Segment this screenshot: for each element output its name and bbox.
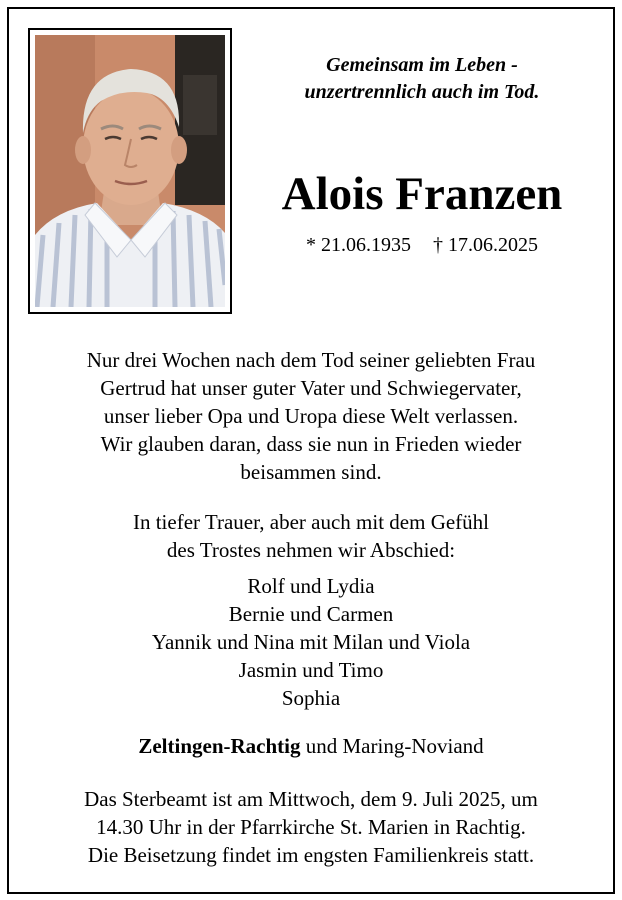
message-paragraph xyxy=(20,346,602,486)
motto-line: unzertrennlich auch im Tod. xyxy=(304,81,540,103)
motto-line: Gemeinsam im Leben - xyxy=(326,54,518,76)
motto xyxy=(240,52,604,106)
life-dates xyxy=(240,232,604,258)
service-line: Die Beisetzung findet im engsten Familienkreis statt. xyxy=(87,843,535,867)
location-primary: Zeltingen-Rachtig xyxy=(138,734,301,758)
message-line: Nur drei Wochen nach dem Tod seiner geliebten Frau xyxy=(86,348,536,372)
deceased-name: Alois Franzen xyxy=(281,168,563,220)
family-member: Rolf und Lydia xyxy=(247,574,375,598)
message-line: beisammen sind. xyxy=(240,460,382,484)
family-member: Sophia xyxy=(281,686,341,710)
portrait-photo xyxy=(28,28,232,314)
location-secondary: und Maring-Noviand xyxy=(305,734,484,758)
portrait-image xyxy=(35,35,225,307)
service-line: 14.30 Uhr in der Pfarrkirche St. Marien in Rachtig. xyxy=(96,815,526,839)
location-line xyxy=(20,732,602,760)
family-member: Yannik und Nina mit Milan und Viola xyxy=(151,630,471,654)
service-line: Das Sterbeamt ist am Mittwoch, dem 9. Juli 2025, um xyxy=(84,787,538,811)
mourning-paragraph xyxy=(20,508,602,564)
mourning-line: In tiefer Trauer, aber auch mit dem Gefühl xyxy=(132,510,490,534)
family-member: Jasmin und Timo xyxy=(238,658,384,682)
family-member: Bernie und Carmen xyxy=(228,602,394,626)
service-paragraph xyxy=(20,785,602,869)
family-list xyxy=(20,572,602,712)
birth-date: * 21.06.1935 xyxy=(306,234,411,256)
message-line: Wir glauben daran, dass sie nun in Frieden wieder xyxy=(100,432,522,456)
death-date: † 17.06.2025 xyxy=(433,234,538,256)
mourning-line: des Trostes nehmen wir Abschied: xyxy=(166,538,456,562)
message-line: Gertrud hat unser guter Vater und Schwiegervater, xyxy=(100,376,522,400)
message-line: unser lieber Opa und Uropa diese Welt verlassen. xyxy=(103,404,519,428)
